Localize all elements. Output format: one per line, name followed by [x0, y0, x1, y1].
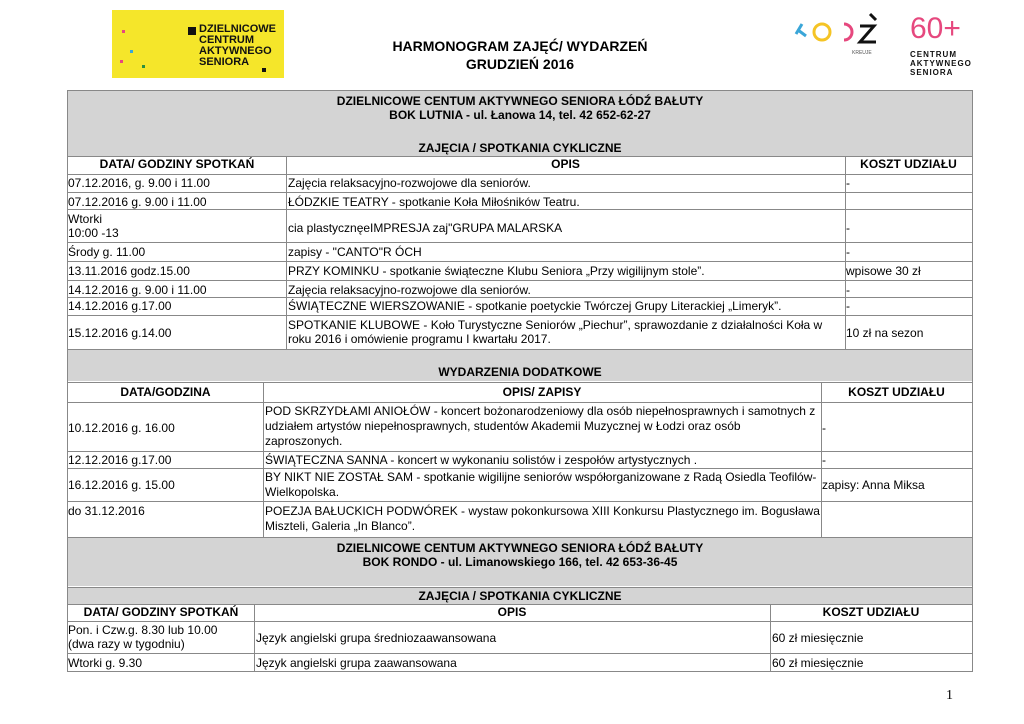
col-header-cost: KOSZT UDZIAŁU [822, 605, 920, 619]
row-date: 13.11.2016 godz.15.00 [68, 264, 190, 278]
row-desc: Zajęcia relaksacyjno-rozwojowe dla seniorów. [288, 283, 531, 297]
section1-header: DZIELNICOWE CENTUM AKTYWNEGO SENIORA ŁÓDŹ BAŁUTY BOK LUTNIA - ul. Łanowa 14, tel. 42 652-62-27 [68, 91, 972, 140]
row-desc: Język angielski grupa średniozaawansowana [256, 631, 497, 645]
row-desc: Język angielski grupa zaawansowana [256, 656, 457, 670]
row-cost: - [822, 453, 826, 467]
col-header-desc: OPIS [551, 157, 580, 171]
row-cost: - [846, 221, 850, 235]
section2-cyclic-title: ZAJĘCIA / SPOTKANIA CYKLICZNE [68, 588, 972, 604]
row-cost: - [846, 245, 850, 259]
row-desc: Zajęcia relaksacyjno-rozwojowe dla seniorów. [288, 176, 531, 190]
row-date: do 31.12.2016 [68, 504, 145, 518]
row-date: Wtorki g. 9.30 [68, 656, 143, 670]
row-cost: - [846, 176, 850, 190]
sixty-plus-caption: CENTRUM AKTYWNEGO SENIORA [910, 50, 972, 77]
row-desc: BY NIKT NIE ZOSTAŁ SAM - spotkanie wigilijne seniorów współorganizowane z Radą Osiedla Teofilów-Wielkopolska. [265, 470, 817, 499]
row-date: 10.12.2016 g. 16.00 [68, 421, 175, 435]
row-date: Środy g. 11.00 [68, 245, 146, 259]
row-desc: cia plastycznęeIMPRESJA zaj"GRUPA MALARSKA [288, 221, 563, 235]
logo-text: DZIELNICOWE CENTRUM AKTYWNEGO SENIORA [199, 23, 276, 68]
row-cost: - [846, 283, 850, 297]
row-desc: zapisy - "CANTO"R ÓCH [288, 245, 422, 259]
row-date: 07.12.2016, g. 9.00 i 11.00 [68, 176, 210, 190]
row-cost: - [846, 299, 850, 313]
col-header-desc: OPIS [497, 605, 527, 619]
sixty-plus-logo [905, 12, 985, 82]
lodz-logo [792, 10, 892, 60]
row-cost: wpisowe 30 zł [846, 264, 921, 278]
col-header-cost: KOSZT UDZIAŁU [848, 385, 945, 399]
row-date: 14.12.2016 g.17.00 [68, 299, 172, 313]
page-number: 1 [946, 688, 953, 703]
row-desc: PRZY KOMINKU - spotkanie świąteczne Klubu Seniora „Przy wigilijnym stole”. [288, 264, 705, 278]
row-cost: 60 zł miesięcznie [772, 631, 864, 645]
row-desc: SPOTKANIE KLUBOWE - Koło Turystyczne Seniorów „Piechur”, sprawozdanie z działalności Koła w roku 2016 i omówienie programu I kwartału 2017. [288, 318, 823, 346]
lodz-logo-sub: KREUJE [852, 50, 872, 56]
row-desc: POEZJA BAŁUCKICH PODWÓREK - wystaw pokonkursowa XIII Konkursu Plastycznego im. Bogusława Miszteli, Galeria „In Blanco”. [265, 504, 820, 533]
logo-square-icon [188, 27, 196, 35]
col-header-date: DATA/ GODZINY SPOTKAŃ [99, 157, 255, 171]
col-header-cost: KOSZT UDZIAŁU [860, 157, 957, 171]
row-date: Pon. i Czw.g. 8.30 lub 10.00 (dwa razy w tygodniu) [68, 623, 218, 651]
row-desc: ŚWIĄTECZNA SANNA - koncert w wykonaniu solistów i zespołów artystycznych . [265, 453, 698, 467]
sixty-plus-text: 60+ [910, 12, 961, 45]
row-desc: POD SKRZYDŁAMI ANIOŁÓW - koncert bożonarodzeniowy dla osób niepełnosprawnych i samotnych z udziałem artystów niepełnosprawnych, studentów Akademii Muzycznej w Łodzi oraz osób zaproszonych. [265, 404, 816, 448]
row-desc: ŁÓDZKIE TEATRY - spotkanie Koła Miłośników Teatru. [288, 195, 580, 209]
row-cost: 10 zł na sezon [846, 326, 924, 340]
row-date: 07.12.2016 g. 9.00 i 11.00 [68, 195, 207, 209]
row-date: 14.12.2016 g. 9.00 i 11.00 [68, 283, 207, 297]
row-cost: - [822, 421, 826, 435]
col-header-desc: OPIS/ ZAPISY [502, 385, 582, 399]
dcas-logo [112, 10, 284, 78]
row-date: Wtorki 10:00 -13 [68, 212, 119, 240]
section2-header: DZIELNICOWE CENTUM AKTYWNEGO SENIORA ŁÓDŹ BAŁUTY BOK RONDO - ul. Limanowskiego 166, tel. 42 653-36-45 [68, 537, 972, 586]
row-desc: ŚWIĄTECZNE WIERSZOWANIE - spotkanie poetyckie Twórczej Grupy Literackiej „Limeryk”. [288, 299, 782, 313]
row-date: 15.12.2016 g.14.00 [68, 326, 172, 340]
row-cost: 60 zł miesięcznie [772, 656, 864, 670]
row-date: 12.12.2016 g.17.00 [68, 453, 172, 467]
col-header-date: DATA/GODZINA [120, 385, 211, 399]
page-title: HARMONOGRAM ZAJĘĆ/ WYDARZEŃ GRUDZIEŃ 2016 [392, 38, 648, 72]
extra-events-title: WYDARZENIA DODATKOWE [68, 349, 972, 381]
col-header-date: DATA/ GODZINY SPOTKAŃ [83, 605, 239, 619]
section1-cyclic-title: ZAJĘCIA / SPOTKANIA CYKLICZNE [68, 140, 972, 156]
row-date: 16.12.2016 g. 15.00 [68, 478, 175, 492]
row-cost: zapisy: Anna Miksa [822, 478, 925, 492]
